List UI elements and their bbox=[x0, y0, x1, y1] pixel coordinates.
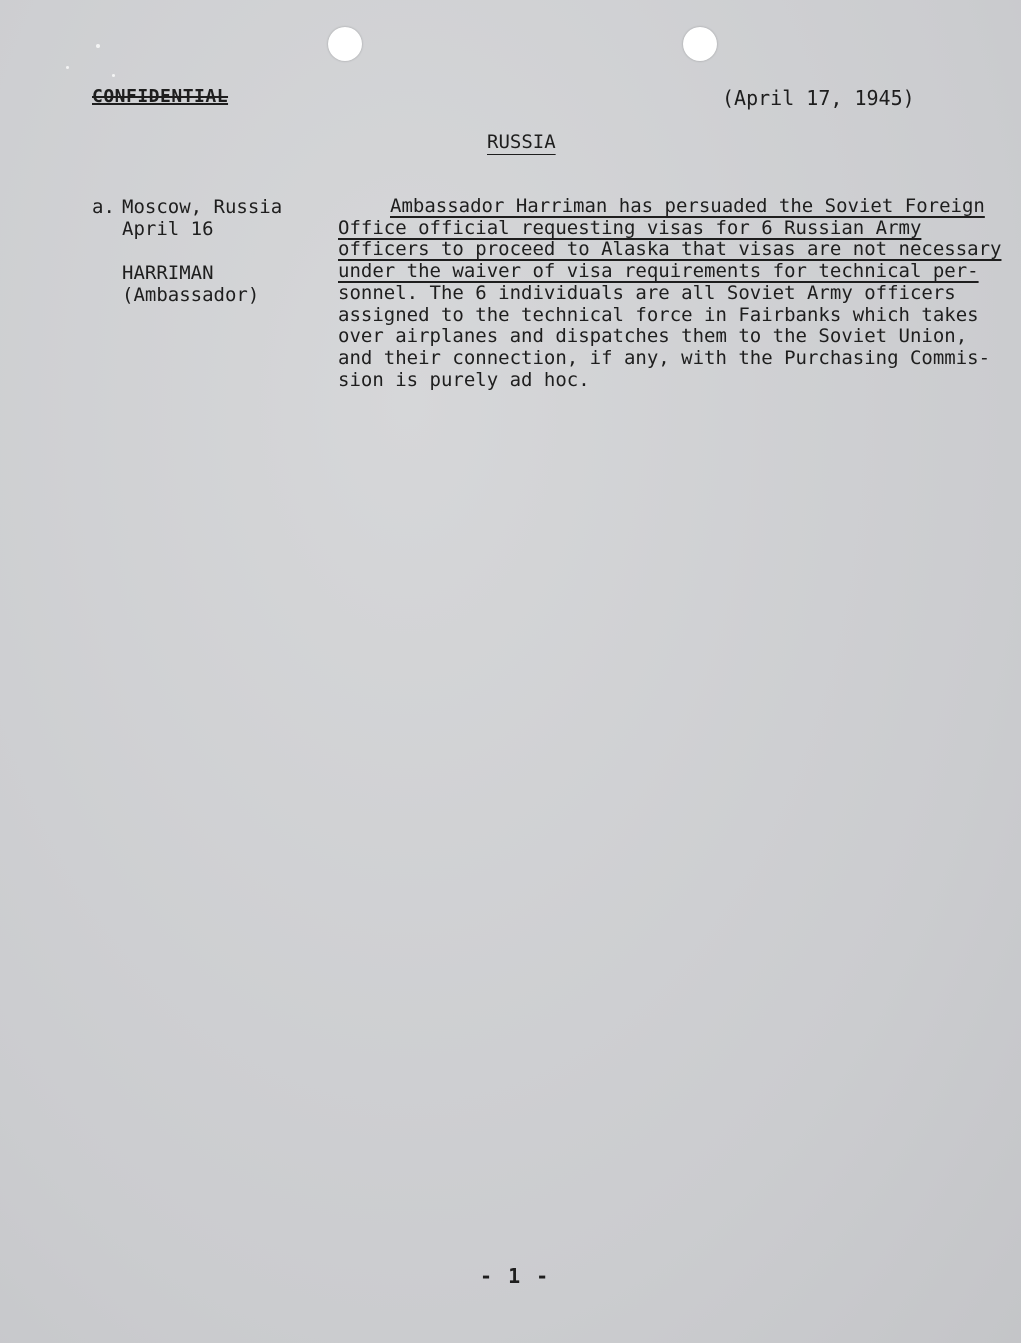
document-date: (April 17, 1945) bbox=[722, 86, 915, 110]
paper-speck bbox=[112, 74, 115, 77]
entry-location-line bbox=[92, 196, 282, 218]
body-line: under the waiver of visa requirements for technical per- bbox=[338, 260, 979, 283]
punch-hole-right bbox=[683, 27, 717, 61]
entry-item-label: a. bbox=[92, 196, 115, 218]
body-line: Office official requesting visas for 6 Russian Army bbox=[338, 216, 922, 239]
entry-location: Moscow, Russia bbox=[122, 196, 283, 218]
entry-sender-title: (Ambassador) bbox=[122, 284, 260, 306]
entry-sidebar bbox=[92, 196, 282, 306]
body-line: and their connection, if any, with the Purchasing Commis- bbox=[338, 346, 991, 369]
entry-sender: HARRIMAN bbox=[122, 262, 214, 284]
paper-speck bbox=[96, 44, 100, 48]
punch-hole-left bbox=[328, 27, 362, 61]
body-line: sonnel. The 6 individuals are all Soviet Army officers bbox=[338, 281, 956, 304]
body-line: Ambassador Harriman has persuaded the Soviet Foreign bbox=[390, 195, 985, 217]
body-line: assigned to the technical force in Fairbanks which takes bbox=[338, 303, 979, 326]
page-number: - 1 - bbox=[480, 1264, 551, 1288]
body-line: sion is purely ad hoc. bbox=[338, 368, 590, 391]
section-title: RUSSIA bbox=[487, 131, 556, 153]
body-line: over airplanes and dispatches them to the Soviet Union, bbox=[338, 325, 968, 348]
classification-marking: CONFIDENTIAL bbox=[92, 86, 229, 107]
paper-speck bbox=[66, 66, 69, 69]
body-line: officers to proceed to Alaska that visas are not necessary bbox=[338, 238, 1002, 261]
entry-date: April 16 bbox=[122, 218, 214, 240]
entry-body bbox=[338, 195, 1002, 391]
